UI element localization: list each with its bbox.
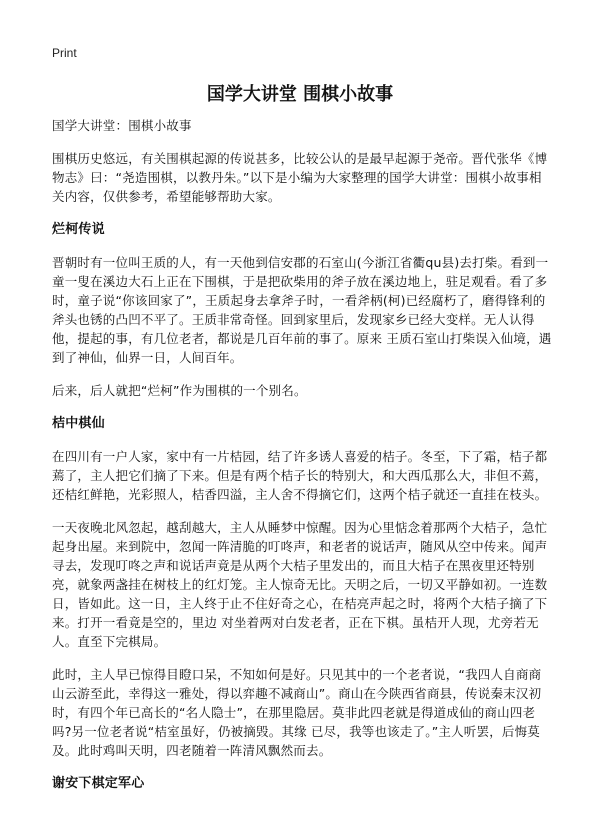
section-paragraph: 后来，后人就把“烂柯”作为围棋的一个别名。 xyxy=(52,383,307,398)
article-subtitle: 国学大讲堂：围棋小故事 xyxy=(52,118,192,133)
print-link[interactable]: Print xyxy=(52,46,77,60)
section-paragraph: 晋朝时有一位叫王质的人，有一天他到信安郡的石室山(今浙江省衢qu县)去打柴。看到一童一叟在溪边大石上正在下围棋，于是把砍柴用的斧子放在溪边地上，驻足观看。看了多时，童子说“你该回家了”，王质起身去拿斧子时，一看斧柄(柯)已经腐朽了，磨得锋利的斧头也锈的凸凹不平了。王质非常奇怪。回到家里后，发现家乡已经大变样。无人认得他，提起的事，有几位老者，都说是几百年前的事了。原来 王质石室山打柴误入仙境，遇到了神仙，仙界一日，人间百年。 xyxy=(52,255,552,365)
section-heading-xiean: 谢安下棋定军心 xyxy=(52,776,145,791)
section-heading-lanke: 烂柯传说 xyxy=(52,222,105,237)
section-paragraph: 一天夜晚北风忽起，越刮越大，主人从睡梦中惊醒。因为心里惦念着那两个大桔子，急忙起身出屋。来到院中，忽闻一阵清脆的叮咚声，和老者的说话声，随风从空中传来。闻声寻去，发现叮咚之声和说话声竟是从两个大桔子里发出的，而且大桔子在黑夜里还特别亮，就象两盏挂在树枝上的红灯笼。主人惊奇无比。天明之后，一切又平静如初。一连数日，皆如此。这一日，主人终于止不住好奇之心，在桔亮声起之时，将两个大桔子摘了下来。打开一看竟是空的，里边 对坐着两对白发老者，正在下棋。虽桔开人现，尤旁若无人。直至下完棋局。 xyxy=(52,520,548,649)
section-paragraph: 此时，主人早已惊得目瞪口呆，不知如何是好。只见其中的一个老者说，“我四人自商商山云游至此，幸得这一雅处，得以弈趣不减商山”。商山在今陕西省商县，传说秦末汉初时，有四个年已高长的“名人隐士”，在那里隐居。莫非此四老就是得道成仙的商山四老吗?另一位老者说“桔室虽好，仍被摘毁。其缘 已尽，我等也该走了。”主人听罢，后悔莫及。此时鸡叫天明，四老随着一阵清风飘然而去。 xyxy=(52,667,542,758)
section-paragraph: 在四川有一户人家，家中有一片桔园，结了许多诱人喜爱的桔子。冬至，下了霜，桔子都蔫了，主人把它们摘了下来。但是有两个桔子长的特别大，和大西瓜那么大，非但不蔫，还桔红鲜艳，光彩照人，桔香四溢，主人舍不得摘它们，这两个桔子就还一直挂在枝头。 xyxy=(52,449,548,502)
intro-paragraph: 围棋历史悠远，有关围棋起源的传说甚多，比较公认的是最早起源于尧帝。晋代张华《博物志》曰：“尧造围棋，以教丹朱。”以下是小编为大家整理的国学大讲堂：围棋小故事相关内容，仅供参考，希望能够帮助大家。 xyxy=(52,151,548,204)
section-heading-juzhong: 桔中棋仙 xyxy=(52,416,105,431)
page-title: 国学大讲堂 围棋小故事 xyxy=(206,84,394,105)
article-body xyxy=(52,116,552,807)
